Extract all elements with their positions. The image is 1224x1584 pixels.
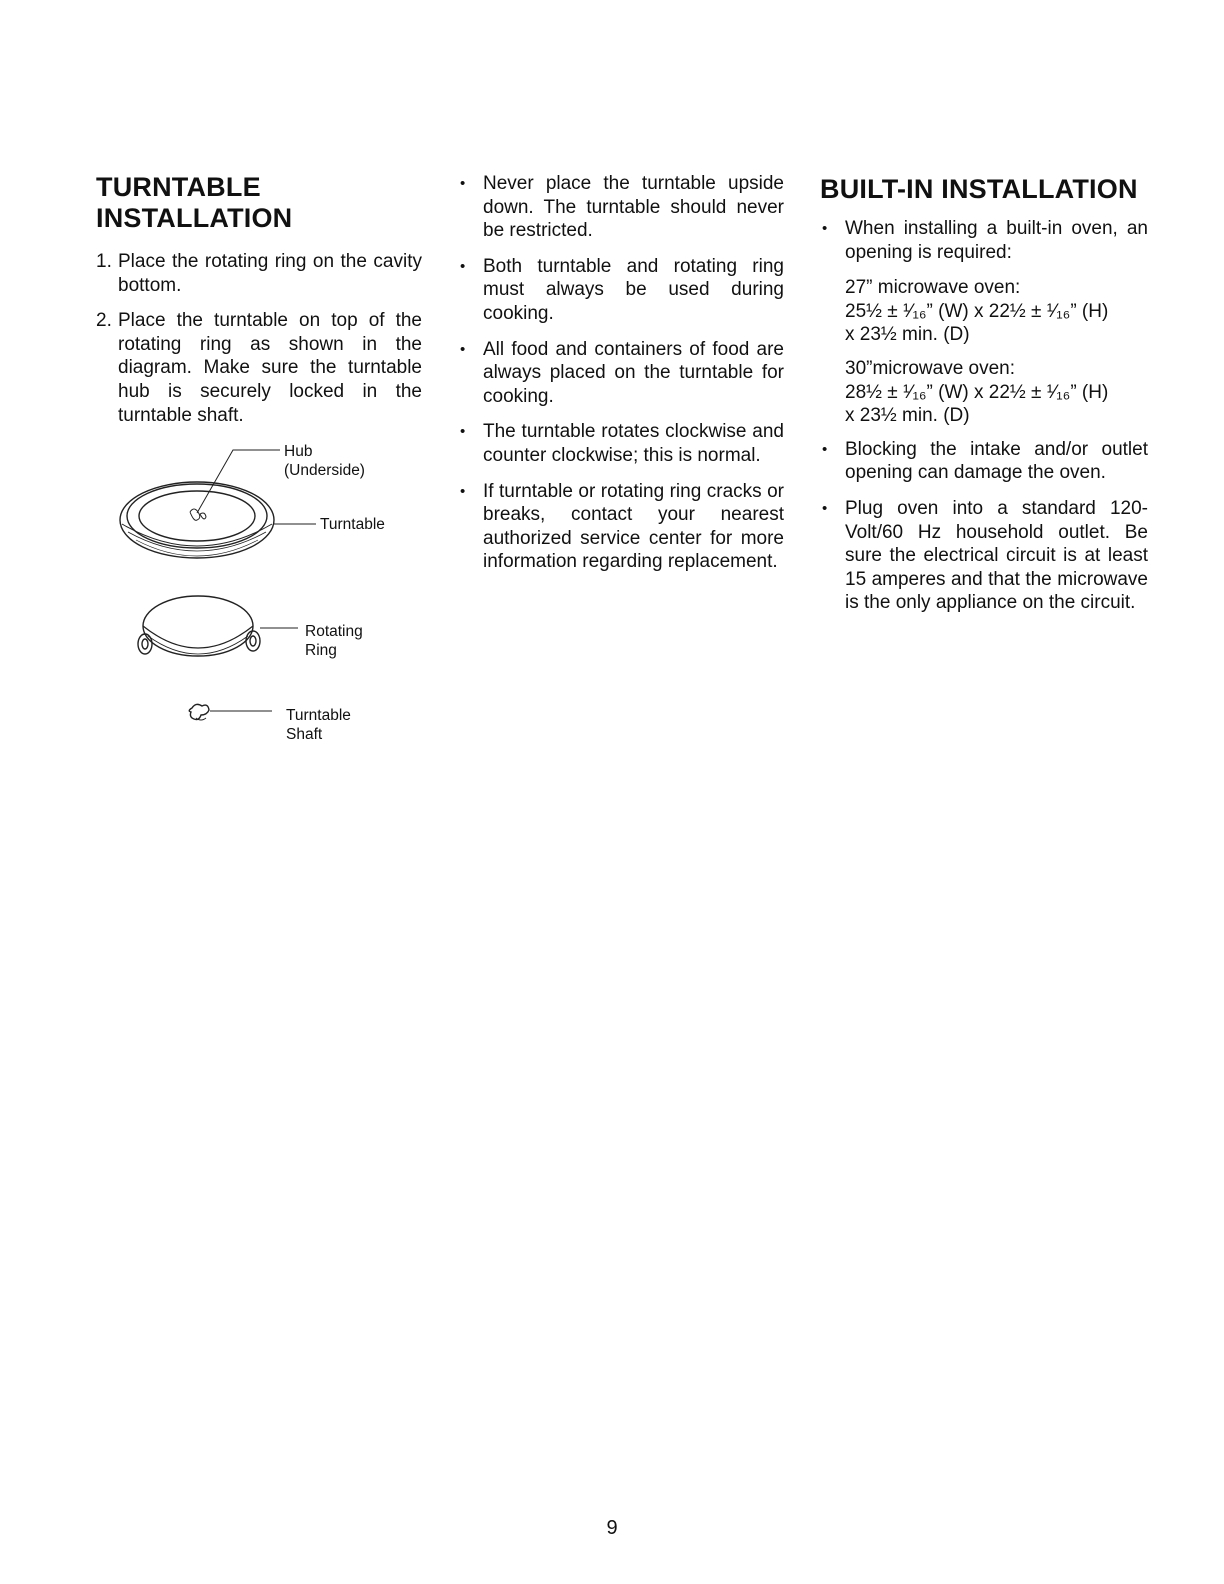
ring-label-line2: Ring: [305, 642, 337, 659]
spec-30-inch: [820, 357, 1148, 428]
spec-depth: x 23½ min. (D): [845, 324, 970, 346]
installation-steps: [96, 250, 422, 427]
turntable-notes-list: [458, 172, 784, 574]
step-number: 1.: [96, 251, 112, 272]
rotating-ring-label: [305, 622, 363, 660]
turntable-shaft-label: [286, 706, 351, 744]
ring-label-line1: Rotating: [305, 623, 363, 640]
shaft-label-line1: Turntable: [286, 707, 351, 724]
turntable-plate-icon: [120, 482, 274, 558]
turntable-installation-section: [96, 172, 422, 439]
bullet-item: • When installing a built-in oven, an opening is required:: [820, 217, 1148, 264]
spec-dimensions: 28½ ± ¹⁄₁₆” (W) x 22½ ± ¹⁄₁₆” (H): [845, 381, 1109, 403]
shaft-label-line2: Shaft: [286, 726, 323, 743]
hub-label-line2: (Underside): [284, 462, 365, 479]
bullet-item: • All food and containers of food are always placed on the turntable for cooking.: [458, 338, 784, 409]
built-in-installation-section: [820, 172, 1148, 627]
built-in-list: [820, 217, 1148, 264]
hub-label: [284, 442, 365, 480]
title-line-2: INSTALLATION: [96, 203, 293, 233]
turntable-shaft-icon: [189, 704, 209, 720]
title-line-1: TURNTABLE: [96, 172, 261, 202]
section-title-turntable: [96, 172, 422, 234]
spec-27-inch: [820, 276, 1148, 347]
hub-label-line1: Hub: [284, 443, 313, 460]
spec-label: 30”microwave oven:: [845, 357, 1016, 379]
turntable-label: Turntable: [320, 516, 385, 533]
turntable-notes-section: [458, 172, 784, 586]
rotating-ring-icon: [138, 596, 260, 656]
section-title-built-in: BUILT-IN INSTALLATION: [820, 174, 1138, 204]
turntable-diagram: [100, 436, 420, 756]
step-item: [96, 250, 422, 297]
step-text: Place the rotating ring on the cavity bottom.: [118, 251, 422, 296]
page-number: 9: [606, 1517, 618, 1539]
bullet-item: • The turntable rotates clockwise and counter clockwise; this is normal.: [458, 420, 784, 467]
turntable-diagram-illustration: [100, 436, 420, 756]
step-text: Place the turntable on top of the rotating ring as shown in the diagram. Make sure the turntable hub is securely locked in the turntable shaft.: [118, 310, 422, 426]
spec-label: 27” microwave oven:: [845, 277, 1021, 299]
bullet-item: • Blocking the intake and/or outlet opening can damage the oven.: [820, 438, 1148, 485]
step-item: [96, 309, 422, 427]
bullet-item: • Plug oven into a standard 120-Volt/60 Hz household outlet. Be sure the electrical circuit is at least 15 amperes and that the microwave is the only appliance on the circuit.: [820, 497, 1148, 615]
bullet-item: • If turntable or rotating ring cracks or breaks, contact your nearest authorized service center for more information regarding replacement.: [458, 480, 784, 574]
spec-depth: x 23½ min. (D): [845, 405, 970, 427]
spec-dimensions: 25½ ± ¹⁄₁₆” (W) x 22½ ± ¹⁄₁₆” (H): [845, 300, 1109, 322]
bullet-item: • Both turntable and rotating ring must always be used during cooking.: [458, 255, 784, 326]
step-number: 2.: [96, 310, 112, 332]
bullet-item: • Never place the turntable upside down. The turntable should never be restricted.: [458, 172, 784, 243]
built-in-notes-list: [820, 438, 1148, 615]
